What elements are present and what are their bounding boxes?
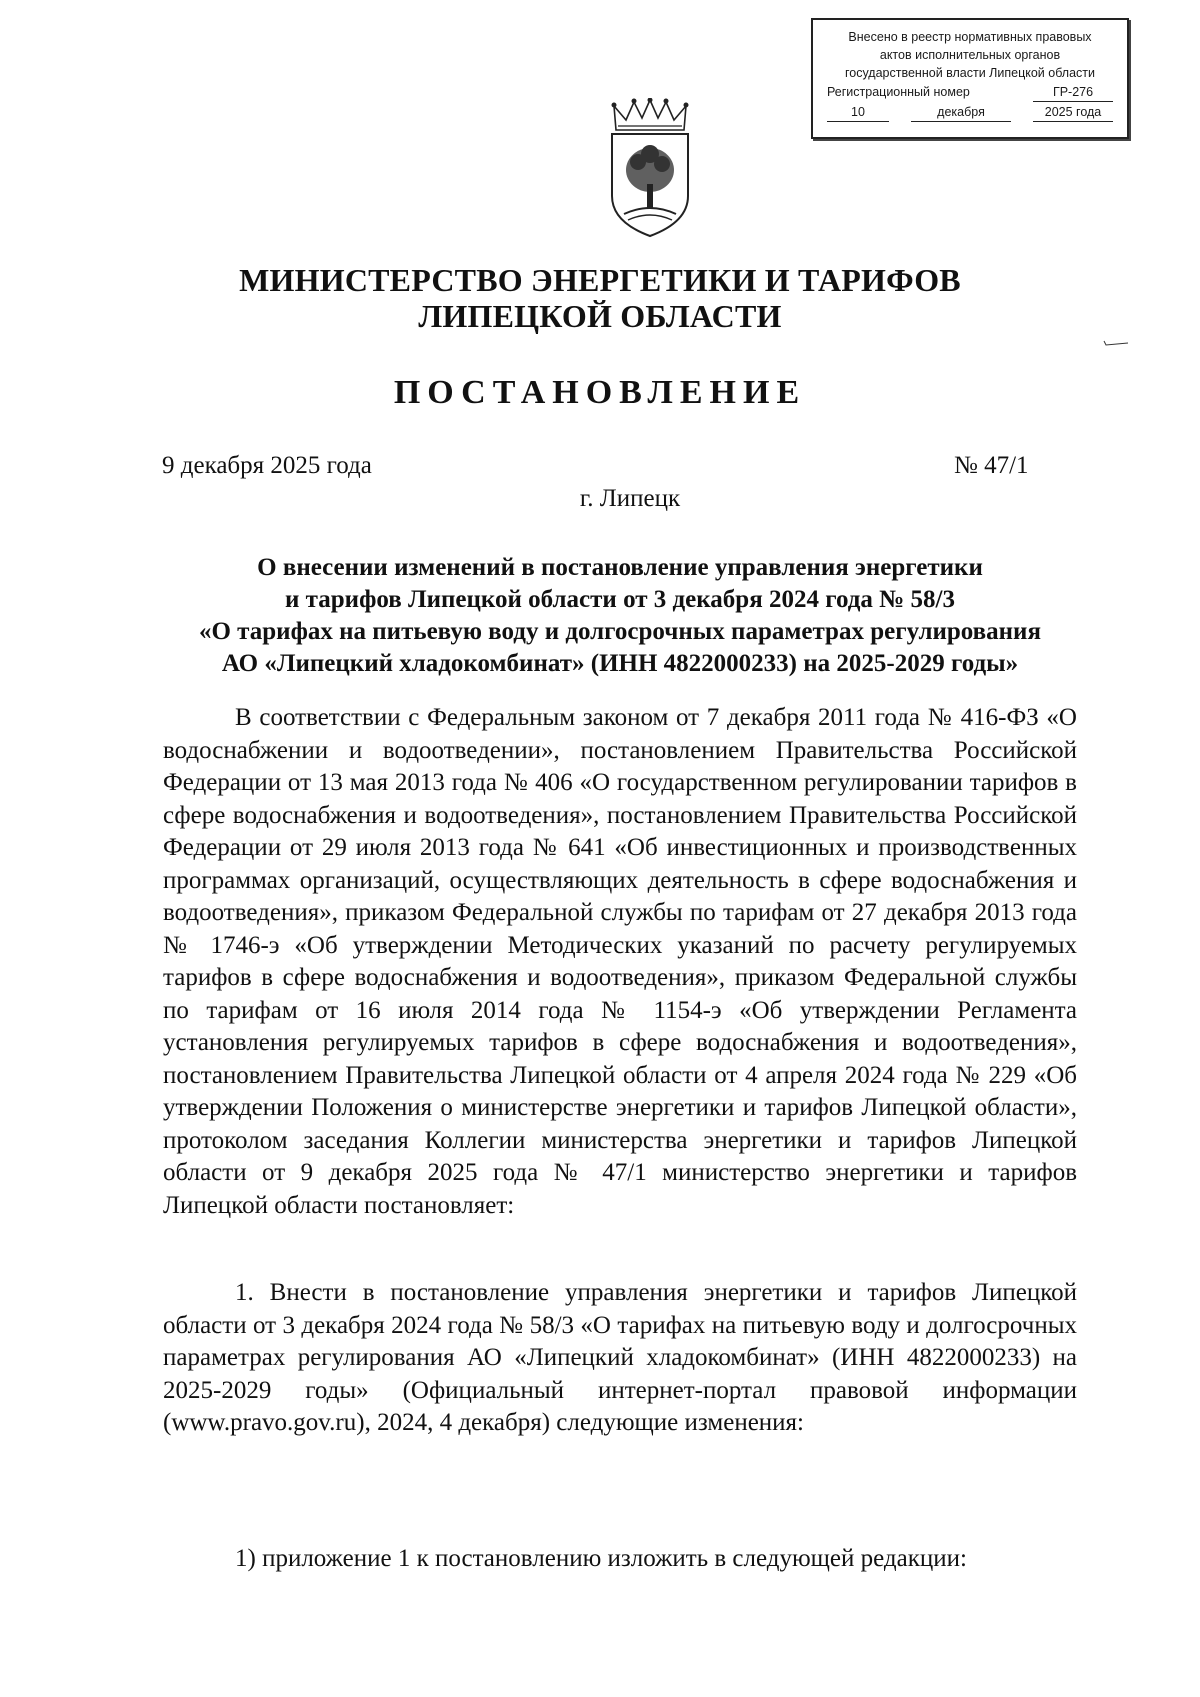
registry-stamp (811, 18, 1129, 139)
ministry-name (0, 262, 1200, 334)
ministry-line-2: ЛИПЕЦКОЙ ОБЛАСТИ (418, 298, 782, 334)
document-date: 9 декабря 2025 года (162, 452, 372, 479)
subject-line-1: О внесении изменений в постановление управления энергетики (257, 554, 983, 581)
subject-line-4: АО «Липецкий хладокомбинат» (ИНН 4822000233) на 2025-2029 годы» (221, 650, 1019, 677)
document-type: ПОСТАНОВЛЕНИЕ (393, 374, 807, 411)
preamble-paragraph: В соответствии с Федеральным законом от 7 декабря 2011 года № 416-ФЗ «О водоснабжении и водоотведении», постановлением Правительства Российской Федерации от 13 мая 2013 года № 406 «О государственном регулировании тарифов в сфере водоснабжения и водоотведения», постановлением Правительства Российской Федерации от 29 июля 2013 года № 641 «Об инвестиционных и производственных программах организаций, осуществляющих деятельность в сфере водоснабжения и водоотведения», приказом Федеральной службы по тарифам от 27 декабря 2013 года № 1746-э «Об утверждении Методических указаний по расчету регулируемых тарифов в сфере водоснабжения и водоотведения», приказом Федеральной службы по тарифам от 16 июля 2014 года № 1154-э «Об утверждении Регламента установления регулируемых тарифов в сфере водоснабжения и водоотведения», постановлением Правительства Липецкой области от 4 апреля 2024 года № 229 «Об утверждении Положения о министерстве энергетики и тарифов Липецкой области», протоколом заседания Коллегии министерства энергетики и тарифов Липецкой области от 9 декабря 2025 года № 47/1 министерство энергетики и тарифов Липецкой области постановляет: (163, 704, 1077, 1219)
stamp-line-3: государственной власти Липецкой области (844, 66, 1096, 80)
stamp-reg-label: Регистрационный номер (827, 85, 970, 99)
item-1-subitem-1: 1) приложение 1 к постановлению изложить в следующей редакции: (235, 1545, 967, 1572)
stamp-day: 10 (827, 103, 889, 122)
stamp-reg-number: ГР-276 (1033, 83, 1113, 102)
ministry-line-1: МИНИСТЕРСТВО ЭНЕРГЕТИКИ И ТАРИФОВ (239, 262, 961, 298)
stamp-month: декабря (911, 103, 1011, 122)
stamp-year: 2025 года (1033, 103, 1113, 122)
item-1-paragraph: 1. Внести в постановление управления энергетики и тарифов Липецкой области от 3 декабря 2024 года № 58/3 «О тарифах на питьевую воду и долгосрочных параметрах регулирования АО «Липецкий хладокомбинат» (ИНН 4822000233) на 2025-2029 годы» (Официальный интернет-портал правовой информации (www.pravo.gov.ru), 2024, 4 декабря) следующие изменения: (163, 1279, 1077, 1436)
coat-of-arms-icon (604, 98, 696, 243)
subject-line-3: «О тарифах на питьевую воду и долгосрочных параметрах регулирования (198, 618, 1041, 645)
document-number: № 47/1 (954, 452, 1029, 479)
stamp-line-2: актов исполнительных органов (879, 48, 1061, 62)
document-city: г. Липецк (579, 485, 681, 512)
document-subject (160, 552, 1080, 680)
stamp-registration-row (813, 83, 1127, 102)
stamp-line-1: Внесено в реестр нормативных правовых (848, 30, 1092, 44)
subject-line-2: и тарифов Липецкой области от 3 декабря 2024 года № 58/3 (285, 586, 955, 613)
stamp-date-row (813, 103, 1127, 122)
scan-mark (1103, 339, 1129, 347)
